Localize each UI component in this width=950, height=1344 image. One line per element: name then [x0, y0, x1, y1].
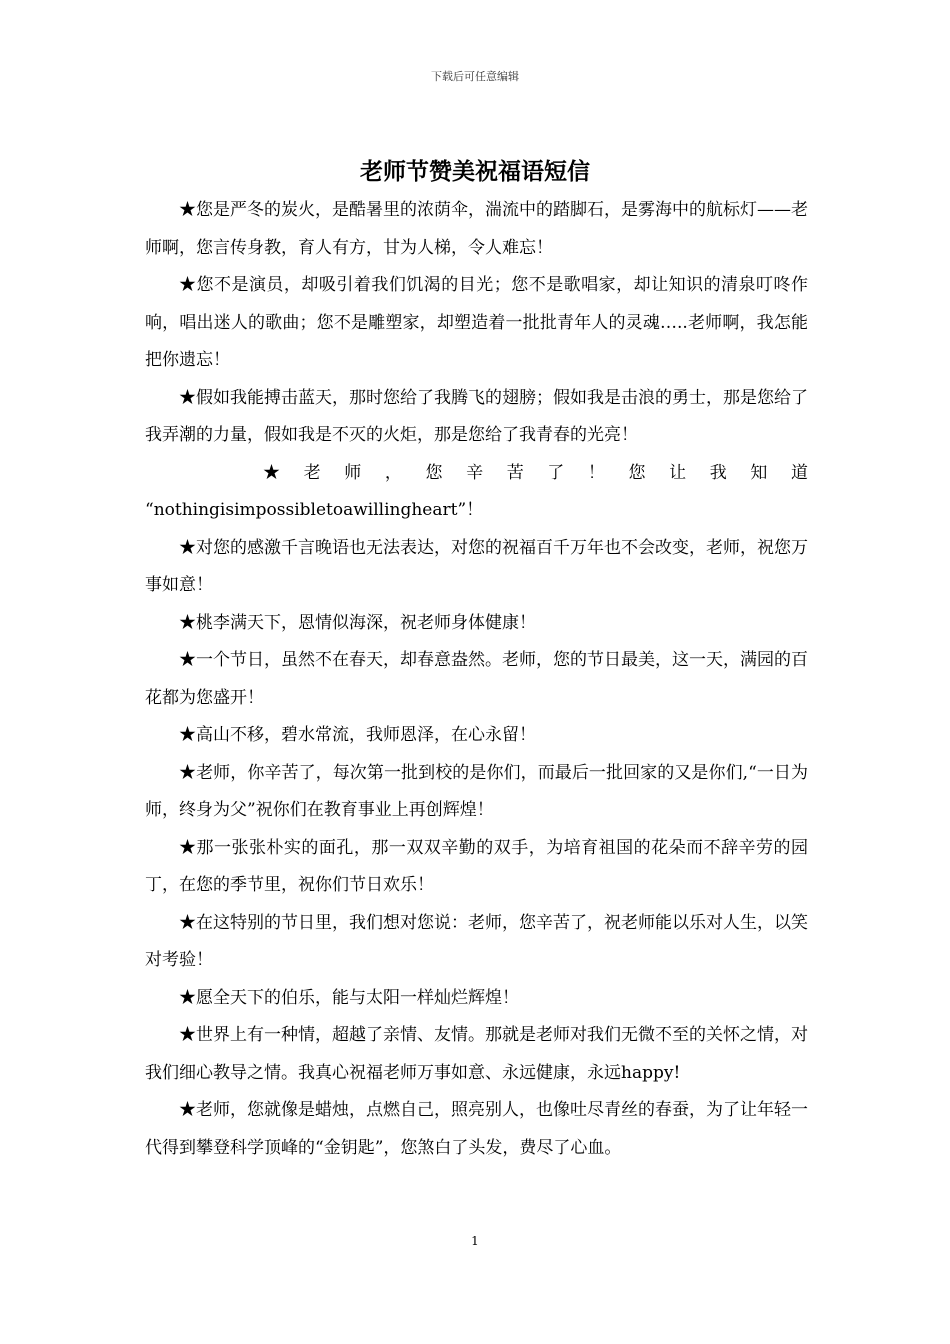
paragraph: ★ 老 师 ， 您 辛 苦 了 ！ 您 让 我 知 道: [263, 462, 808, 483]
paragraph: ★桃李满天下，恩情似海深，祝老师身体健康！: [179, 612, 536, 633]
document-title: 老师节赞美祝福语短信: [360, 159, 590, 185]
paragraph: ★在这特别的节日里，我们想对您说：老师，您辛苦了，祝老师能以乐对人生，以笑对考验！: [145, 912, 808, 970]
paragraph: ★高山不移，碧水常流，我师恩泽，在心永留！: [179, 725, 536, 745]
paragraph: ★世界上有一种情，超越了亲情、友情。那就是老师对我们无微不至的关怀之情，对我们细心教导之情。我真心祝福老师万事如意、永远健康，永远happy!: [145, 1025, 808, 1083]
paragraph: ★愿全天下的伯乐，能与太阳一样灿烂辉煌！: [179, 987, 519, 1008]
paragraph: ★对您的感激千言晚语也无法表达，对您的祝福百千万年也不会改变，老师，祝您万事如意！: [145, 537, 808, 595]
document-body: [145, 192, 808, 1167]
paragraph: “nothingisimpossibletoawillingheart”！: [145, 500, 484, 520]
paragraph: ★老师，你辛苦了，每次第一批到校的是你们，而最后一批回家的又是你们,“一日为师，终身为父”祝你们在教育事业上再创辉煌！: [145, 762, 808, 820]
page-header: 下载后可任意编辑: [431, 70, 519, 83]
page-number: 1: [471, 1234, 479, 1248]
paragraph: ★老师，您就像是蜡烛，点燃自己，照亮别人，也像吐尽青丝的春蚕，为了让年轻一代得到攀登科学顶峰的“金钥匙”，您煞白了头发，费尽了心血。: [145, 1100, 808, 1158]
paragraph: ★您是严冬的炭火，是酷暑里的浓荫伞，湍流中的踏脚石，是雾海中的航标灯——老师啊，您言传身教，育人有方，甘为人梯，令人难忘！: [145, 200, 808, 258]
paragraph: ★那一张张朴实的面孔，那一双双辛勤的双手，为培育祖国的花朵而不辞辛劳的园丁，在您的季节里，祝你们节日欢乐！: [145, 837, 808, 895]
paragraph: ★您不是演员，却吸引着我们饥渴的目光；您不是歌唱家，却让知识的清泉叮咚作响，唱出迷人的歌曲；您不是雕塑家，却塑造着一批批青年人的灵魂…..老师啊，我怎能把你遗忘！: [145, 275, 808, 370]
paragraph: ★假如我能搏击蓝天，那时您给了我腾飞的翅膀；假如我是击浪的勇士，那是您给了我弄潮的力量，假如我是不灭的火炬，那是您给了我青春的光亮！: [145, 387, 808, 445]
paragraph: ★一个节日，虽然不在春天，却春意盎然。老师，您的节日最美，这一天，满园的百花都为您盛开！: [145, 650, 808, 708]
